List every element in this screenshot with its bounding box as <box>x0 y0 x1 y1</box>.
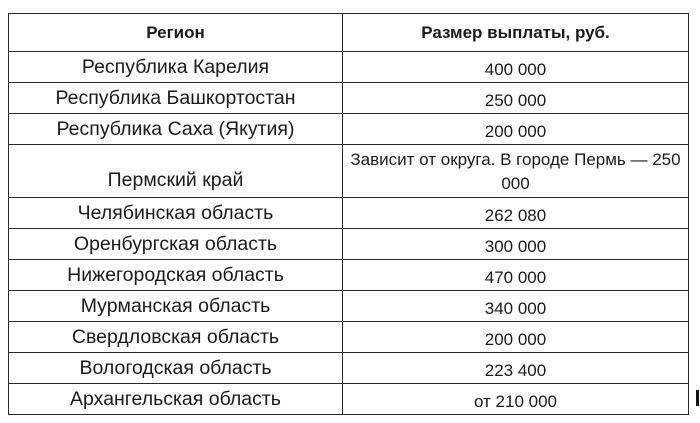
region-cell: Челябинская область <box>9 198 343 229</box>
amount-cell: 400 000 <box>343 52 689 83</box>
region-cell: Республика Саха (Якутия) <box>9 114 343 145</box>
payments-table-container <box>8 13 688 415</box>
table-row <box>9 291 689 322</box>
table-row <box>9 52 689 83</box>
header-amount: Размер выплаты, руб. <box>343 14 689 52</box>
region-cell: Архангельская область <box>9 384 343 415</box>
amount-cell: 300 000 <box>343 229 689 260</box>
table-row <box>9 353 689 384</box>
table-row <box>9 384 689 415</box>
amount-cell: 262 080 <box>343 198 689 229</box>
region-cell: Республика Башкортостан <box>9 83 343 114</box>
amount-cell: от 210 000 <box>343 384 689 415</box>
region-cell: Республика Карелия <box>9 52 343 83</box>
region-cell: Пермский край <box>9 145 343 198</box>
amount-cell: 223 400 <box>343 353 689 384</box>
region-cell: Мурманская область <box>9 291 343 322</box>
table-header-row <box>9 14 689 52</box>
amount-cell: 340 000 <box>343 291 689 322</box>
edge-mark <box>696 390 699 406</box>
region-cell: Вологодская область <box>9 353 343 384</box>
table-row <box>9 114 689 145</box>
amount-cell: 250 000 <box>343 83 689 114</box>
amount-cell: 200 000 <box>343 114 689 145</box>
region-cell: Оренбургская область <box>9 229 343 260</box>
amount-cell: 200 000 <box>343 322 689 353</box>
amount-cell: Зависит от округа. В городе Пермь — 250 000 <box>343 145 689 198</box>
header-region: Регион <box>9 14 343 52</box>
amount-cell: 470 000 <box>343 260 689 291</box>
table-row <box>9 145 689 198</box>
region-cell: Нижегородская область <box>9 260 343 291</box>
table-row <box>9 198 689 229</box>
table-row <box>9 322 689 353</box>
table-row <box>9 83 689 114</box>
payments-table <box>8 13 689 415</box>
table-row <box>9 229 689 260</box>
table-row <box>9 260 689 291</box>
region-cell: Свердловская область <box>9 322 343 353</box>
